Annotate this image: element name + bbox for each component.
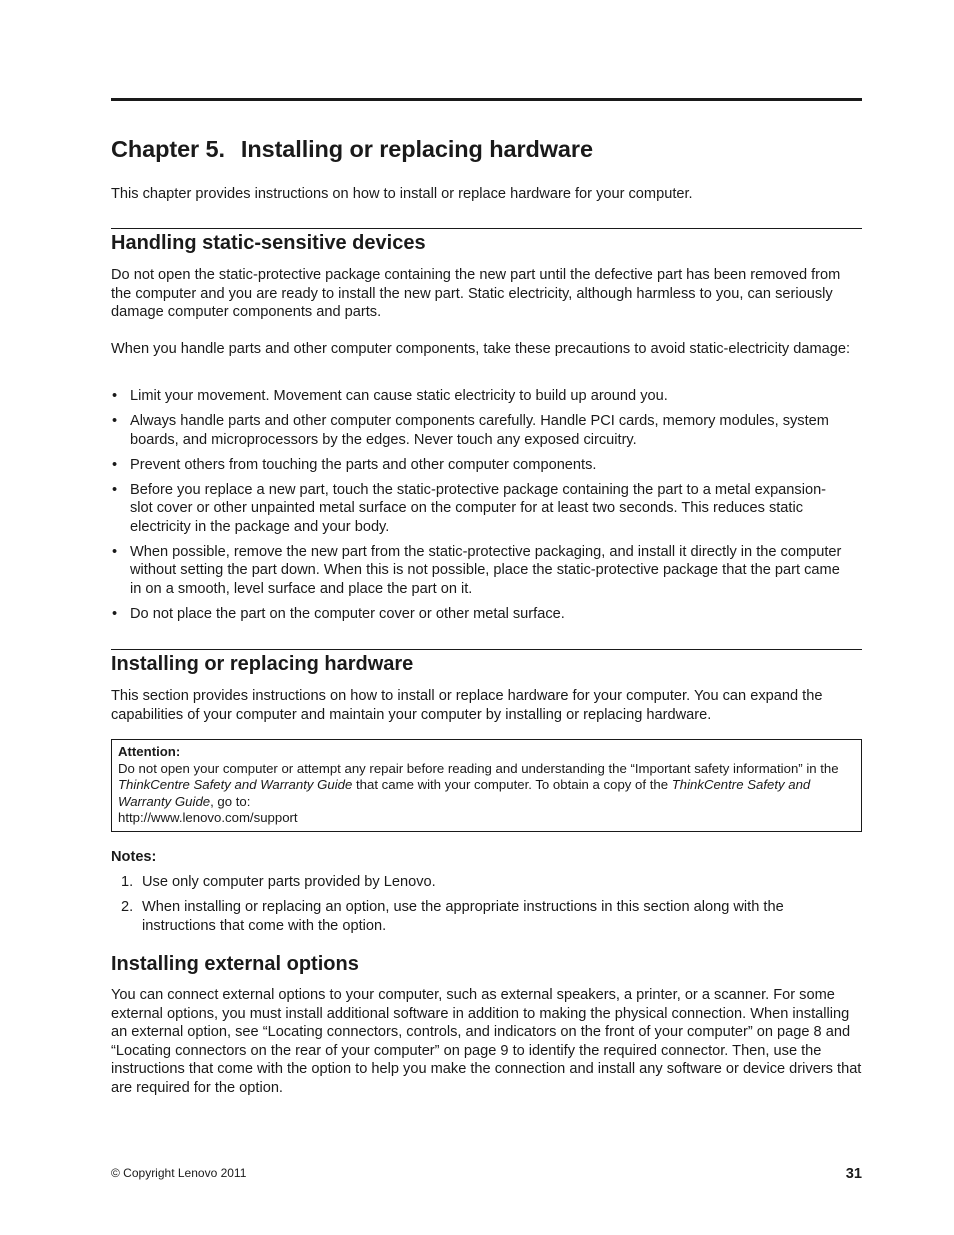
page-number: 31: [845, 1166, 862, 1182]
bullet-icon: •: [112, 456, 118, 473]
list-item-text: When possible, remove the new part from the static-protective packaging, and install it directly in the computer without setting the part down. When this is not possible, place the static-protective package that the part came in on a smooth, level surface and place the part on it.: [130, 543, 842, 597]
notes-label: Notes:: [111, 849, 157, 865]
list-item-text: Before you replace a new part, touch the static-protective package containing the part to a metal expansion-slot cover or other unpainted metal surface on the computer for at least two seconds. This reduces static electricity in the package and your body.: [130, 481, 827, 535]
section-rule-install: [111, 649, 862, 650]
list-item: [111, 543, 847, 599]
guide-title: ThinkCentre Safety and Warranty Guide: [118, 777, 811, 809]
bullet-icon: •: [112, 388, 118, 404]
note-text: When installing or replacing an option, use the appropriate instructions in this section along with the instructions that come with the option.: [142, 898, 784, 934]
install-paragraph: This section provides instructions on how to install or replace hardware for your computer. You can expand the capabilities of your computer and maintain your computer by installing or replacing hardware.: [111, 688, 823, 723]
list-item: [111, 456, 847, 475]
section-heading-external: Installing external options: [111, 953, 359, 975]
attention-text-part: , go to:: [210, 793, 251, 809]
support-url[interactable]: http://www.lenovo.com/support: [118, 810, 298, 826]
list-item: [111, 605, 847, 624]
attention-box: [111, 739, 862, 832]
bullet-icon: •: [112, 605, 118, 622]
chapter-title-text: Installing or replacing hardware: [240, 136, 593, 162]
list-item: [111, 898, 847, 935]
section-rule-static: [111, 228, 862, 229]
bullet-icon: •: [112, 543, 118, 560]
precautions-list: [111, 387, 847, 630]
list-item-text: Do not place the part on the computer cover or other metal surface.: [130, 605, 565, 622]
attention-text: [118, 761, 855, 811]
chapter-title: [111, 136, 593, 163]
attention-text-part: Do not open your computer or attempt any repair before reading and understanding the “Important safety information” in the: [118, 760, 839, 776]
external-paragraph: You can connect external options to your computer, such as external speakers, a printer, or a scanner. For some external options, you must install additional software in addition to making the physical connection. When installing an external option, see “Locating connectors, controls, and indicators on the front of your computer” on page 8 and “Locating connectors on the rear of your computer” on page 9 to identify the required connector. Then, use the instructions that come with the option to help you make the connection and install any software or device drivers that are required for the option.: [111, 987, 862, 1096]
static-paragraph-2: When you handle parts and other computer components, take these precautions to avoid static-electricity damage:: [111, 341, 851, 357]
chapter-intro: This chapter provides instructions on how to install or replace hardware for your computer.: [111, 186, 693, 202]
list-item: [111, 873, 847, 892]
note-number: 1.: [121, 874, 134, 890]
chapter-number: Chapter 5.: [111, 136, 225, 162]
section-heading-static: Handling static-sensitive devices: [111, 232, 426, 254]
bullet-icon: •: [112, 412, 118, 429]
list-item-text: Prevent others from touching the parts and other computer components.: [130, 456, 597, 473]
list-item: [111, 412, 847, 449]
attention-title: Attention:: [118, 744, 181, 759]
bullet-icon: •: [112, 481, 118, 498]
footer-copyright: © Copyright Lenovo 2011: [111, 1166, 247, 1180]
section-heading-install: Installing or replacing hardware: [111, 653, 414, 675]
list-item: [111, 481, 847, 537]
notes-list: [111, 873, 847, 942]
list-item: [111, 387, 847, 406]
note-text: Use only computer parts provided by Lenovo.: [142, 874, 436, 890]
attention-text-part: that came with your computer. To obtain a copy of the: [352, 777, 672, 793]
static-paragraph-1: Do not open the static-protective package containing the new part until the defective part has been removed from the computer and you are ready to install the new part. Static electricity, although harmless to you, can seriously damage computer components and parts.: [111, 267, 841, 321]
note-number: 2.: [121, 898, 134, 915]
chapter-top-rule: [111, 98, 862, 101]
list-item-text: Always handle parts and other computer components carefully. Handle PCI cards, memory modules, system boards, and microprocessors by the edges. Never touch any exposed circuitry.: [130, 412, 829, 448]
list-item-text: Limit your movement. Movement can cause static electricity to build up around you.: [130, 388, 668, 404]
guide-title: ThinkCentre Safety and Warranty Guide: [118, 777, 353, 793]
